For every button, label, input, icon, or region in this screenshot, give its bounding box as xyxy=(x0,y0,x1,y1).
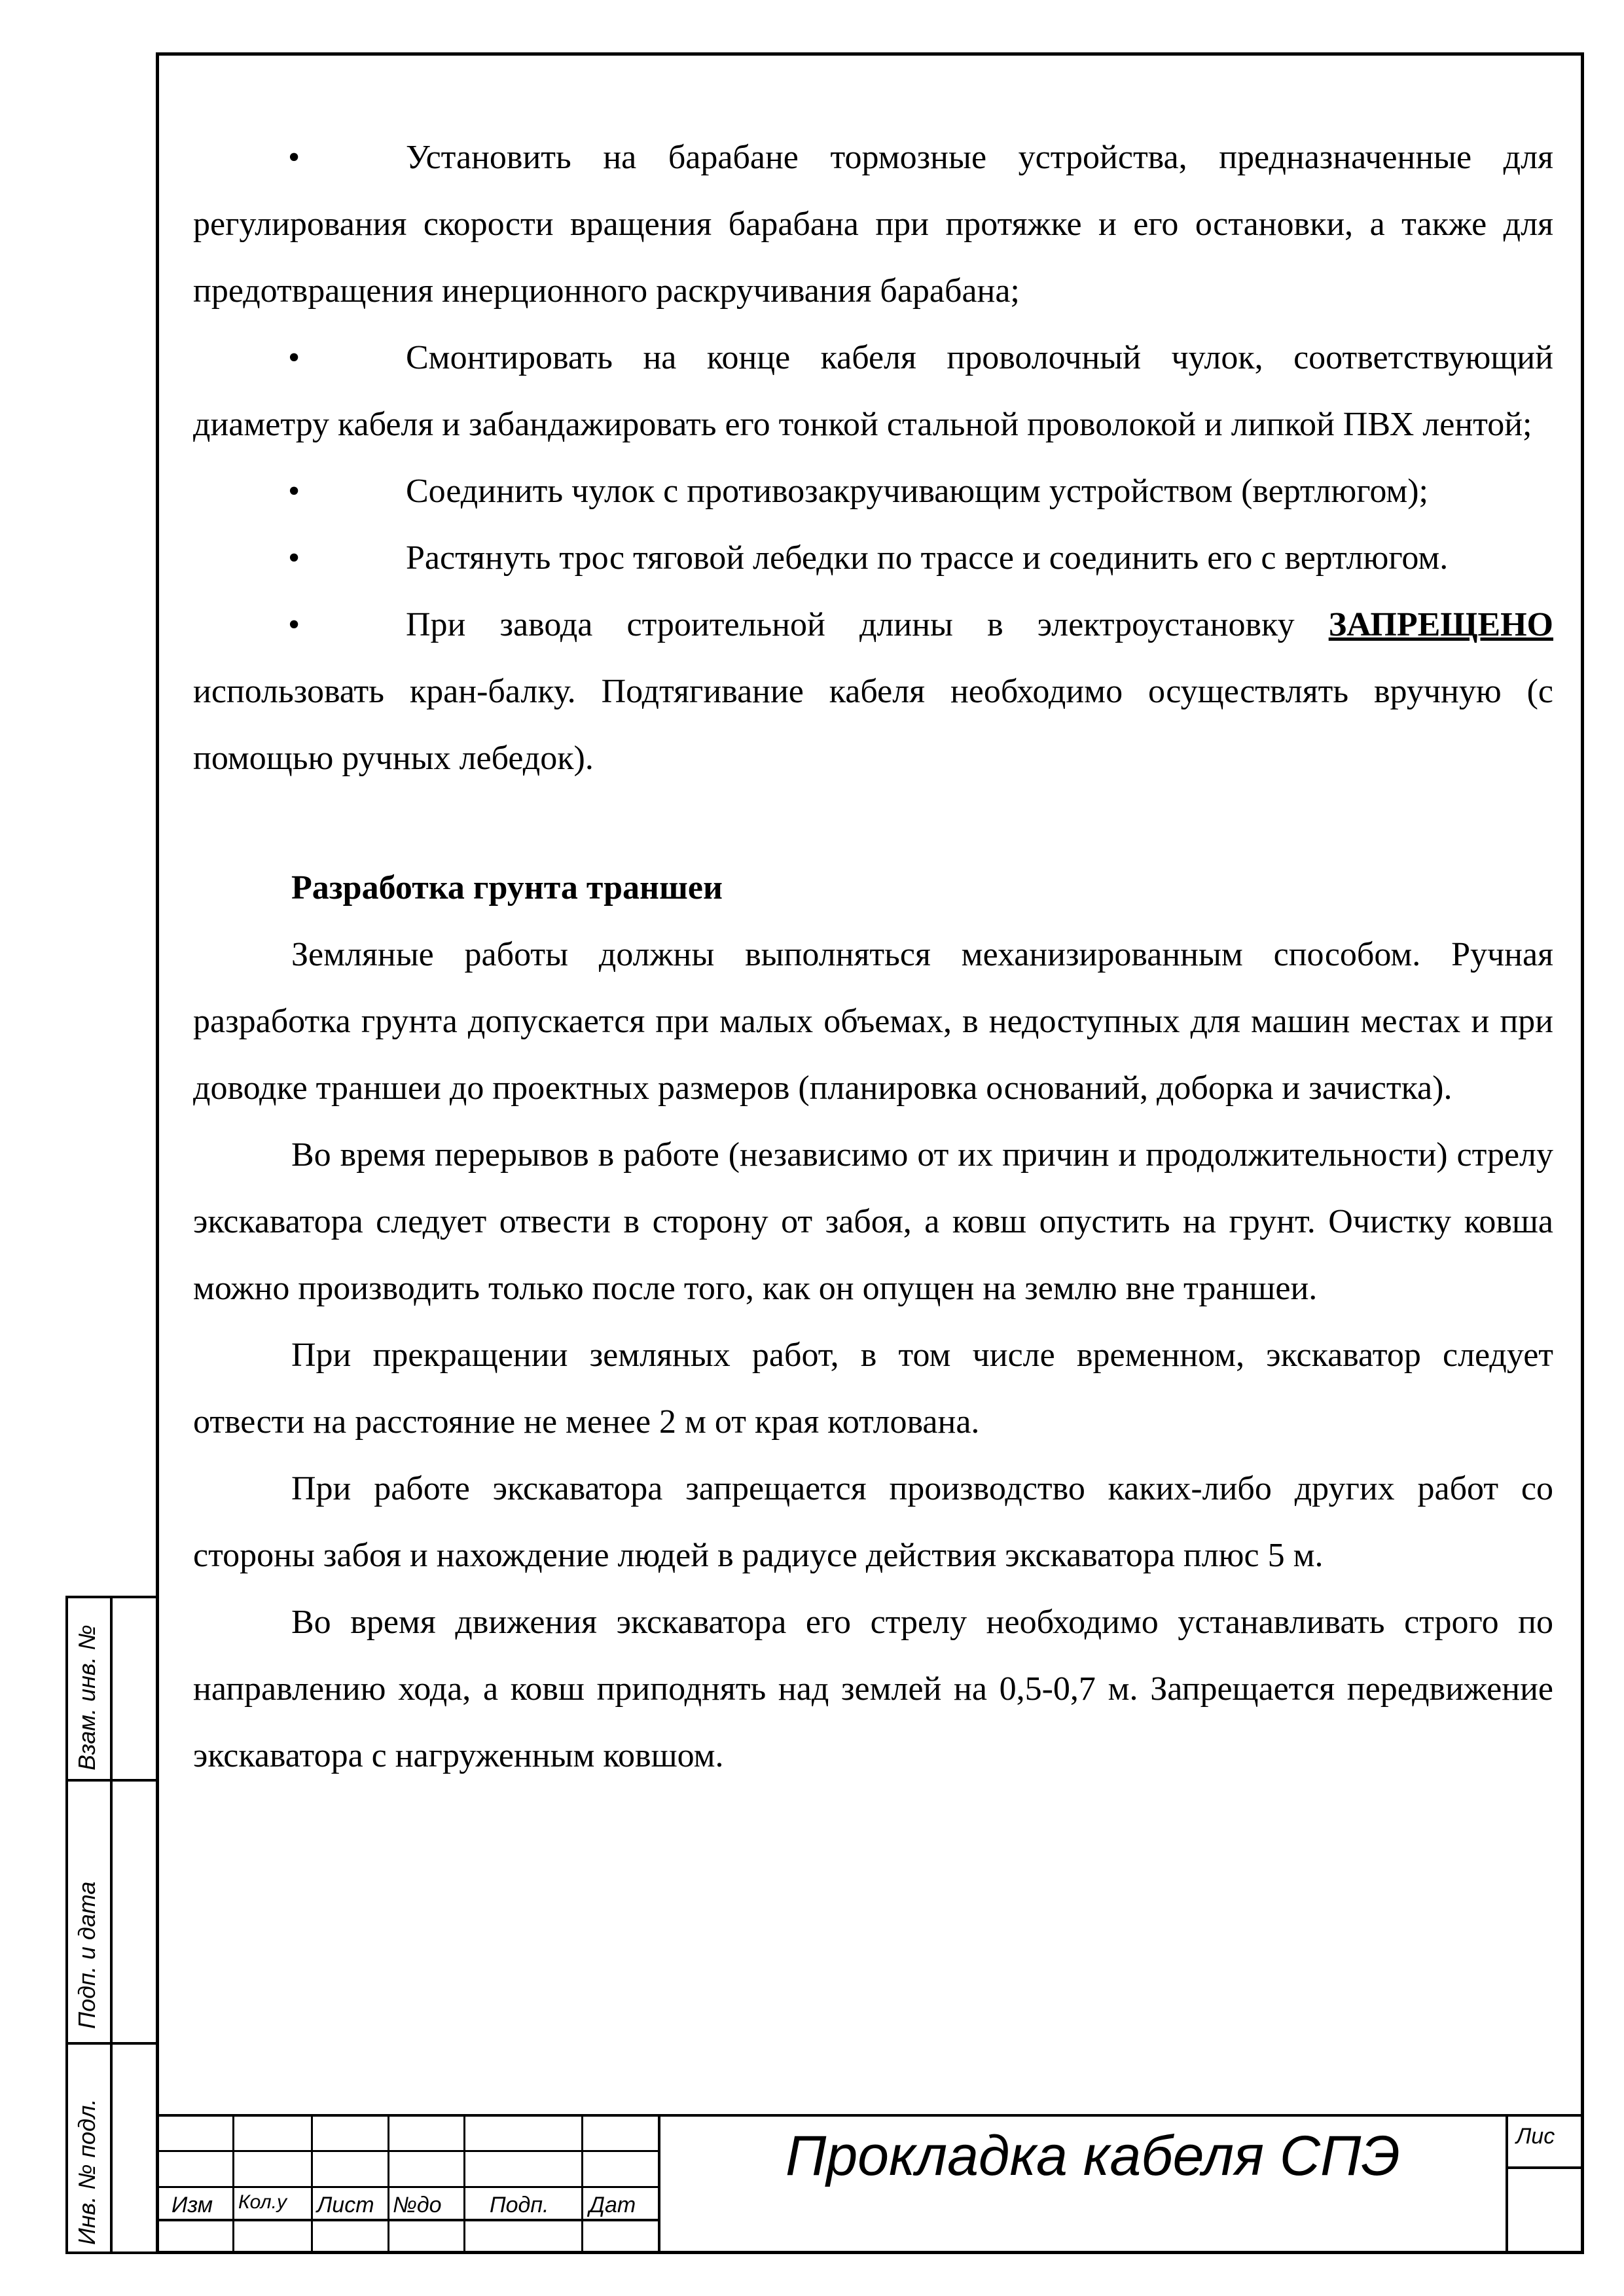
paragraph: При прекращении земляных работ, в том числе временном, экскаватор следует отвести на расстояние не менее 2 м от края котлована. xyxy=(193,1336,1553,1441)
tb-col-kolu: Кол.у xyxy=(238,2191,287,2213)
side-stamp-inner-line xyxy=(110,1596,113,2254)
paragraph: Во время движения экскаватора его стрелу необходимо устанавливать строго по направлению хода, а ковш приподнять над землей на 0,5-0,7 м. Запрещается передвижение экскаватора с нагруженным ковшом. xyxy=(193,1604,1553,1774)
bullet-glyph: • xyxy=(288,606,300,643)
vzam-inv-label: Взам. инв. № xyxy=(73,1624,100,1770)
side-stamp-top-line xyxy=(65,1596,157,1598)
paragraph: Во время перерывов в работе (независимо от их причин и продолжительности) стрелу экскаватора следует отвести в сторону от забоя, а ковш опустить на грунт. Очистку ковша можно производить только после того, как он опущен на землю вне траншеи. xyxy=(193,1136,1553,1307)
tb-col-podp: Подп. xyxy=(490,2193,549,2217)
bullet-item xyxy=(193,592,1553,792)
sheet-label: Лис xyxy=(1516,2124,1555,2149)
bullet-text-rest: для регулирования скорости вращения барабана при протяжке и его остановки, а также для предотвращения инерционного раскручивания барабана; xyxy=(193,139,1553,310)
podp-date-label: Подп. и дата xyxy=(73,1881,100,2029)
bullet-text-first: Растянуть трос тяговой лебедки по трассе и соединить его с xyxy=(406,539,1276,577)
prohibited-emphasis: ЗАПРЕЩЕНО xyxy=(1328,606,1553,643)
bullet-text-first: При завода строительной длины в электроустановку xyxy=(406,606,1295,643)
tb-vline-3 xyxy=(388,2114,389,2254)
bullet-text-rest: соответствующий диаметру кабеля и забандажировать его тонкой стальной проволокой и липкой ПВХ лентой; xyxy=(193,339,1554,443)
paragraph: Земляные работы должны выполняться механизированным способом. Ручная разработка грунта допускается при малых объемах, в недоступных для машин местах и при доводке траншеи до проектных размеров (планировка оснований, доборка и зачистка). xyxy=(193,936,1553,1107)
bullet-text-rest: вертлюгом. xyxy=(1284,539,1449,577)
bullet-text-first: Установить на барабане тормозные устройства, предназначенные xyxy=(406,139,1472,176)
bullet-text-first: Смонтировать на конце кабеля проволочный чулок, xyxy=(406,339,1263,376)
side-stamp-outer-line xyxy=(65,1596,68,2254)
bullet-text-rest: (вертлюгом); xyxy=(1241,473,1428,510)
bullet-item xyxy=(193,458,1553,525)
bullet-item xyxy=(193,325,1553,458)
paragraph: При работе экскаватора запрещается производство каких-либо других работ со стороны забоя и нахождение людей в радиусе действия экскаватора плюс 5 м. xyxy=(193,1470,1553,1574)
tb-vline-2 xyxy=(311,2114,313,2254)
tb-top-line xyxy=(156,2114,1584,2117)
section-heading: Разработка грунта траншеи xyxy=(291,869,723,906)
bullet-glyph: • xyxy=(288,473,300,510)
tb-hline-4 xyxy=(156,2219,660,2221)
bullet-item xyxy=(193,525,1553,592)
inv-podl-label: Инв. № подл. xyxy=(73,2098,100,2245)
bullet-glyph: • xyxy=(288,139,300,176)
document-title: Прокладка кабеля СПЭ xyxy=(785,2125,1400,2187)
tb-col-izm: Изм xyxy=(171,2193,213,2217)
tb-vline-4 xyxy=(463,2114,465,2254)
tb-vline-6 xyxy=(658,2114,660,2254)
side-stamp-divider-2 xyxy=(65,2042,157,2045)
tb-hline-2 xyxy=(156,2150,660,2152)
tb-hline-3 xyxy=(156,2186,660,2188)
tb-vline-1 xyxy=(232,2114,234,2254)
bullet-glyph: • xyxy=(288,339,300,376)
side-stamp-bottom-line xyxy=(65,2251,157,2254)
tb-vline-7 xyxy=(1506,2114,1508,2254)
tb-vline-5 xyxy=(581,2114,583,2254)
tb-col-date: Дат xyxy=(589,2193,636,2217)
bullet-text-first: Соединить чулок с противозакручивающим устройством xyxy=(406,473,1233,510)
tb-col-list: Лист xyxy=(317,2193,374,2217)
bullet-glyph: • xyxy=(288,539,300,577)
tb-col-ndoc: №до xyxy=(393,2193,442,2217)
tb-sheet-divider xyxy=(1506,2166,1584,2169)
document-body xyxy=(193,124,1553,1789)
side-stamp-divider-1 xyxy=(65,1779,157,1782)
bullet-item xyxy=(193,124,1553,325)
bullet-text-rest: использовать кран-балку. Подтягивание кабеля необходимо осуществлять вручную (с помощью ручных лебедок). xyxy=(193,673,1553,777)
